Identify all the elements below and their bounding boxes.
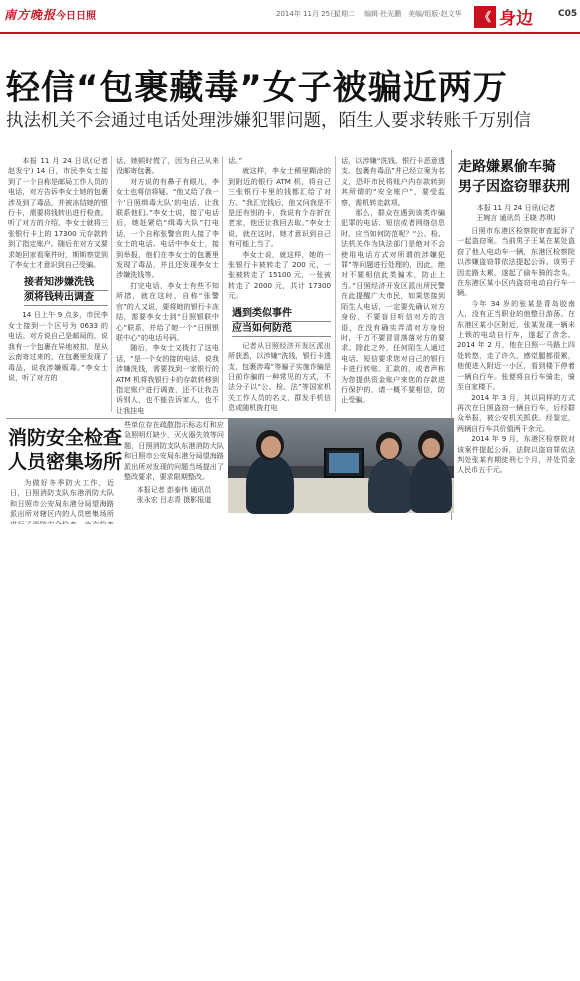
lead-col3-para-3: 李女士说，就这样，她的一张银行卡被转走了 200 元，一张被转走了 15100 元，一张被转走了 2000 元，共计 17300 元。 [228, 249, 331, 301]
lead-column-1 [8, 156, 108, 414]
side-story-title-1: 走路嫌累偷车骑 [458, 159, 556, 175]
lead-col3-para-2: 就这样，李女士稀里糊涂的到附近的银行 ATM 机，将自己三张银行卡里的钱都汇给了对方。“我汇完钱后，他又问我是不是还有别的卡，我说有个存折在老家，他还让我回去取。”李女士说，就在这时，她才意识到自己有可能上当了。 [228, 166, 331, 249]
section-name: 身边 [499, 9, 533, 29]
lead-col2-para-4: 随后，李女士又拨打了这电话，“是一个女的接的电话，说我涉嫌洗钱，需要找到一家银行的 ATM 机将我银行卡的存款转移到指定账户进行调查，还不让我告诉别人，也不能告诉家人，也不让我挂电 [116, 343, 219, 415]
lead-col4-para-2: 那么，群众在遇到该类诈骗犯罪的电话、短信或者网络信息时，应当如何防范呢？“公、检、法机关作为执法部门是绝对不会使用电话方式对所谓的涉嫌犯罪”等问题进行处理的，因此，绝对不要相信此类骗术，防止上当。”日照经济开发区派出所民警在此提醒广大市民，如果您接到陌生人电话，一定要先确认对方身份，不要盲目听信对方的言语，在没有确实弄清对方身份时，千万不要冒冒落落对方的要求。除此之外，任何陌生人通过电话、短信要求您对自己的银行卡进行转账、汇款的，或者声称为您提供资金账户来您的存款进行保护的，请一概不要相信，防止受骗。 [341, 208, 445, 405]
fire-col1-text: 为做好冬季防火工作，近日，日照消防支队东港消防大队和日照市公安局东港分局望海路派出所对辖区内的人员密集场所 [10, 478, 114, 519]
blank-page-area [0, 524, 580, 981]
photo-monitor [324, 448, 364, 478]
subheading-line-1: 接者知涉嫌洗钱 [24, 276, 108, 291]
newspaper-logo: 南方晚报 [4, 8, 57, 22]
lead-headline: 轻信“包裹藏毒”女子被骗近两万 [6, 68, 508, 108]
lead-col2-para-3: 打完电话，李女士有些不知所措，就在这时，自称“张警官”的人又说，要将她的银行卡冻结，需要李女士到“日照银联中心”联系，并给了她一个“日照银联中心”的电话号码。 [116, 280, 219, 342]
photo-credit-1: 本报记者 彭泰伟 通讯员 [136, 486, 212, 495]
lead-col3-para-4: 记者从日照经济开发区派出所获悉，以涉嫌“洗钱，银行卡透支，包裹涉毒”等骗子实施诈骗是日前诈骗的一种常见的方式，不法分子以“公、检、法”等国家机关工作人员的名义，群发手机信息或随机拨打电 [228, 340, 331, 413]
lead-column-2 [116, 156, 219, 414]
side-para-1: 日照市东港区检察院审查起诉了一起盗窃案。当前男子王某在某处盗窃了他人电动车一辆，东港区检察院以涉嫌盗窃罪依法提起公诉。该男子因走路太累，遂起了偷车骑的念头，在东港区某小区内盗窃电动自行车一辆。 [457, 226, 575, 298]
masthead-rule [0, 32, 580, 34]
photo-person-inspector [368, 458, 412, 513]
photo-person-officer [246, 454, 294, 514]
side-story-title-2: 男子因盗窃罪获刑 [458, 179, 570, 195]
lead-col2-para-2: 对方说的有鼻子有眼儿，李女士也将信将疑。“他又给了我一个‘日照缉毒大队’的电话，让我联系他们。”李女士说，接了电话后，她赶紧给“缉毒大队”打电话，一个自称张警官的人接了李女士的电话。电话中李女士，接到举报，他们在李女士的包裹里发现了毒品，并且还发现李女士涉嫌洗钱等。 [116, 176, 219, 280]
subheading-line-2: 应当如何防范 [232, 322, 331, 337]
side-byline-2: 王婉言 通讯员 王晓 苏琪) [476, 214, 556, 222]
photo-person-face [422, 438, 440, 458]
photo-person-face [261, 436, 281, 458]
side-para-4: 2014 年 9 月，东港区检察院对该案件提起公诉，法院以盗窃罪依法判处张某有期徒刑七个月，并处罚金人民币五千元。 [457, 434, 575, 475]
editor-credit: 编辑·杜光鹏 [364, 10, 402, 18]
lead-col3-para-1: 话。” [228, 156, 243, 165]
subheading-line-1: 遇到类似事件 [232, 307, 331, 322]
fire-column-1 [10, 478, 114, 518]
lead-col4-para-1: 话，以涉嫌“洗钱、银行卡恶意透支、包裹有毒品”并已经立案为名义，恐吓市民将账户内存款转到其所谓的“安全账户”，要受监察，需机转走款项。 [341, 156, 445, 207]
lead-column-4 [341, 156, 445, 414]
lead-col2-para-1: 话，她顿时慌了，因为自己从来没邮寄包裹。 [116, 156, 219, 176]
page-number: C05 [558, 9, 578, 19]
lead-subhead: 执法机关不会通过电话处理涉嫌犯罪问题，陌生人要求转账千万别信 [6, 111, 531, 131]
side-para-3: 2014 年 3 月，其以同样的方式再次在日照盗窃一辆自行车，后经群众举报，被公安机关抓获。经鉴定，两辆自行车共价值两千余元。 [457, 392, 575, 433]
side-byline-1: 本报 11 月 24 日讯(记者 [476, 204, 556, 212]
fire-story-title: 消防安全检查人员密集场所 [8, 427, 123, 473]
photo-person-woman [410, 456, 452, 513]
photo-person-face [380, 438, 399, 459]
fire-column-2 [124, 420, 224, 518]
fire-col2-text: 些单位存在疏散指示标志灯和应急照明灯缺少，灭火器失效等问题，日照消防支队东港消防大队和日照市公安局东港分局望海路派出所对发现的问题当场提出了整改要求，要求限期整改。 [124, 420, 224, 482]
subheading-line-2: 须将钱转出调查 [24, 291, 108, 306]
side-para-2: 今年 34 岁的张某是青岛胶南人，没有正当职业的他整日游荡。在东港区某小区附近，张某发现一辆未上锁的电动自行车，遂起了贪念。2014 年 2 月，他在日照一马路上四处转悠，走了许久，感觉腿都很累，他便进入附近一小区，看到楼下停着一辆自行车。张便将自行车骑走，骑至自家楼下。 [457, 298, 575, 392]
lead-col1-para-1: 本报 11 月 24 日讯(记者 赵发宁) 14 日，市民李女士接到了一个自称是邮局工作人员的电话，对方告诉李女士她的包裹涉及到了毒品，并被冻结她的银行卡，需要将钱转出进行检查。听了对方的介绍，李女士就将三张银行卡上的 17300 元存款转到了指定账户。随后在对方又要求她回家看案件时，斯斯察觉到了李女士才意识到自己受骗。 [8, 156, 108, 270]
side-story-body [457, 226, 575, 518]
issue-weekday: 星期二 [334, 10, 355, 18]
lead-col3-subheading [232, 307, 331, 337]
masthead [0, 0, 580, 30]
lead-col1-subheading [24, 276, 108, 306]
column-divider [335, 156, 336, 412]
column-divider [111, 156, 112, 412]
issue-date: 2014年 11月 25日 [276, 10, 338, 18]
section-arrow-icon: 《 [474, 6, 496, 28]
edition-label: 今日日照 [56, 11, 96, 22]
photo-credit-2: 张永宏 吕志青 摄影报道 [136, 496, 212, 505]
lead-col1-para-2: 14 日上午 9 点多，市民李女士接到一个区号为 0633 的电话。对方说自己是邮局的，说我有一个包裹在异地被扣，是从云南寄过来的，在包裹里发现了毒品，说我涉嫌贩毒。”李女士说，听了对方的 [8, 310, 108, 382]
column-divider [222, 156, 223, 412]
designer-credit: 美编/组版·赵文华 [408, 10, 462, 18]
lead-column-3 [228, 156, 331, 414]
news-photo [228, 418, 454, 513]
